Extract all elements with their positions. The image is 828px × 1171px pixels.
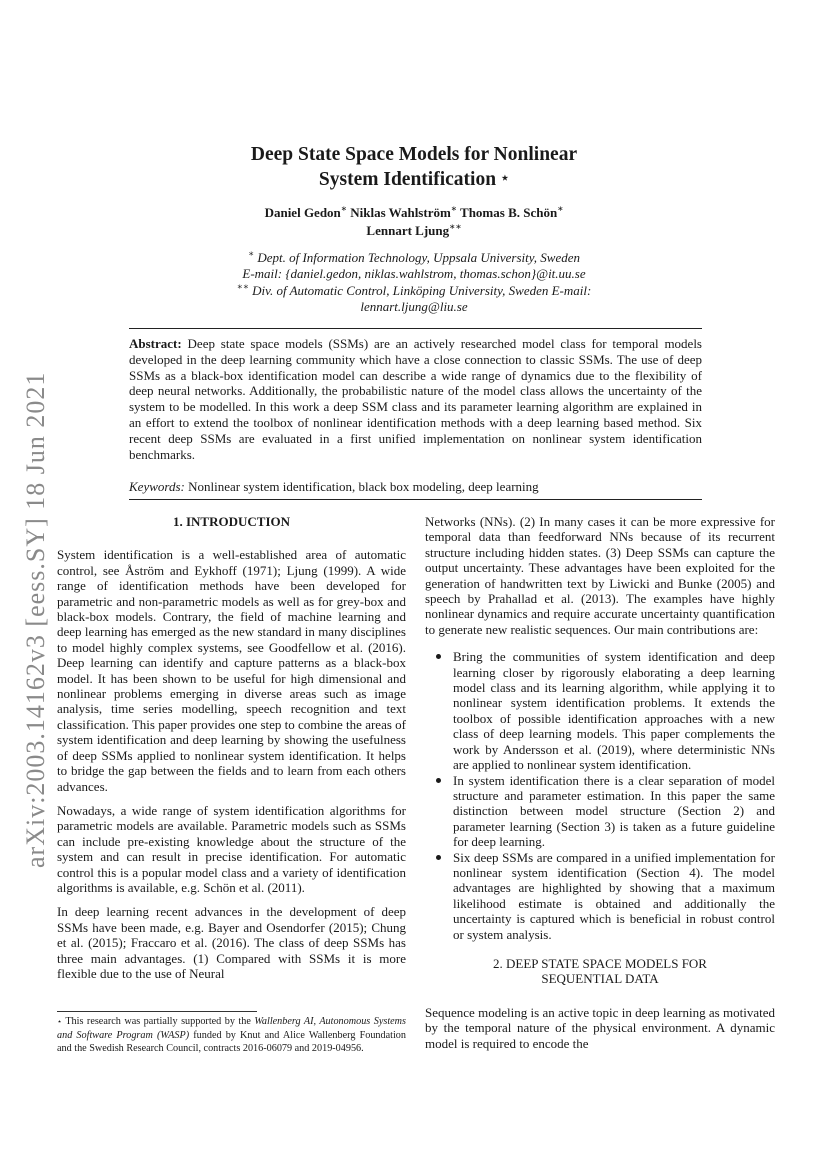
author-affil-mark: ∗ bbox=[450, 203, 458, 214]
author-name: Thomas B. Schön bbox=[460, 205, 558, 220]
footnote-program-name: Wallenberg AI, Autonomous Systems and Software Program (WASP) bbox=[57, 1016, 406, 1041]
title-line-2: System Identification bbox=[318, 169, 497, 190]
abstract-text: Deep state space models (SSMs) are an actively researched model class for temporal models developed in the deep learning community which have a close connection to classic SSMs. The use of deep SSMs as a black-box identification model can describe a wide range of dynamics due to the flexibility of deep neural networks. Additionally, the probabilistic nature of the model class allows the uncertainty of the system to be modelled. In this work a deep SSM class and its parameter learning algorithm are explained in an effort to extend the toolbox of nonlinear identification methods with a deep learning based method. Six recent deep SSMs are evaluated in a first unified implementation on nonlinear system identification benchmarks. bbox=[129, 336, 702, 462]
abstract-label: Abstract: bbox=[129, 336, 182, 351]
section-heading-deep-ssm bbox=[425, 956, 775, 987]
footnote bbox=[57, 1015, 406, 1056]
paragraph: Networks (NNs). (2) In many cases it can be more expressive for temporal data than feedforward NNs because of its recurrent structure including hidden states. (3) Deep SSMs can capture the output uncertainty. These advantages have been exploited for the generation of handwritten text by Liwicki and Bunke (2005) and speech by Prahallad et al. (2013). The examples have highly nonlinear dynamics and require accurate uncertainty quantification to generate new realistic sequences. Our main contributions are: bbox=[425, 514, 775, 637]
section-heading-line: SEQUENTIAL DATA bbox=[541, 971, 659, 987]
affil-mark: ∗∗ bbox=[236, 281, 249, 292]
author-affil-mark: ∗ bbox=[557, 203, 564, 214]
author-affil-mark: ∗ bbox=[340, 203, 348, 214]
affiliation-uppsala-email: E-mail: {daniel.gedon, niklas.wahlstrom, thomas.schon}@it.uu.se bbox=[242, 266, 586, 282]
list-item: In system identification there is a clear separation of model structure and parameter estimation. In this paper the same distinction between model structure (Section 2) and parameter learning (Section 3) is taken as a future guideline for deep learning. bbox=[453, 772, 775, 850]
author-name: Niklas Wahlström bbox=[350, 205, 451, 220]
footnote-text: This research was partially supported by the bbox=[65, 1016, 251, 1027]
abstract-bottom-rule bbox=[129, 499, 702, 500]
author-list bbox=[0, 204, 828, 240]
title-footnote-mark: ⋆ bbox=[500, 170, 510, 185]
paragraph: System identification is a well-established area of automatic control, see Åström and Eykhoff (1971); Ljung (1999). A wide range of identification methods have been developed for parametric and non-parametric models as well as for grey-box and black-box models. Contrary, the field of machine learning and deep learning has emerged as the new standard in many disciplines to model highly complex systems, see Goodfellow et al. (2016). Deep learning can identify and capture patterns as a black-box model. It has been shown to be useful for high dimensional and nonlinear problems emerging in diverse areas such as image analysis, time series modelling, speech recognition and text classification. This paper provides one step to combine the areas of system identification and deep learning by showing the usefulness of deep SSMs applied to nonlinear system identification. It helps to bridge the gap between the fields and to learn from each others advances. bbox=[57, 547, 406, 794]
affil-mark: ∗ bbox=[247, 248, 255, 259]
section-heading-introduction: 1. INTRODUCTION bbox=[172, 514, 290, 529]
paper-title bbox=[0, 142, 828, 192]
affiliation-linkoping: Div. of Automatic Control, Linköping University, Sweden E-mail: bbox=[252, 282, 592, 298]
title-line-1: Deep State Space Models for Nonlinear bbox=[250, 144, 578, 165]
arxiv-identifier: arXiv:2003.14162v3 [eess.SY] 18 Jun 2021 bbox=[21, 371, 50, 869]
author-affil-mark: ∗∗ bbox=[449, 221, 462, 232]
keywords-text: Nonlinear system identification, black box modeling, deep learning bbox=[188, 479, 539, 494]
keywords-label: Keywords: bbox=[129, 479, 185, 494]
paragraph: Sequence modeling is an active topic in deep learning as motivated by the temporal nature of the physical environment. A dynamic model is required to encode the bbox=[425, 1004, 775, 1051]
section-heading-line: 2. DEEP STATE SPACE MODELS FOR bbox=[493, 955, 707, 971]
footnote-rule bbox=[57, 1011, 257, 1012]
affiliation-linkoping-email: lennart.ljung@liu.se bbox=[360, 298, 468, 314]
author-name: Daniel Gedon bbox=[264, 205, 341, 220]
paragraph: In deep learning recent advances in the development of deep SSMs have been made, e.g. Bayer and Osendorfer (2015); Chung et al. (2015); Fraccaro et al. (2016). The class of deep SSMs has three main advantages. (1) Compared with SSMs it is more flexible due to the use of Neural bbox=[57, 904, 406, 981]
paragraph: Nowadays, a wide range of system identification algorithms for parametric models are available. Parametric models such as SSMs can include pre-existing knowledge about the structure of the system and can result in precise identification. For automatic control this is a popular model class and a variety of identification algorithms is available, e.g. Schön et al. (2011). bbox=[57, 802, 406, 895]
list-item: Bring the communities of system identification and deep learning closer by rigorously elaborating a deep learning model class and its learning algorithm, while applying it to nonlinear system identification problems. It extends the toolbox of possible identification approaches with a new class of deep learning models. This paper complements the work by Andersson et al. (2019), where deterministic NNs are applied to nonlinear system identification. bbox=[453, 649, 775, 773]
keywords bbox=[129, 479, 702, 495]
affiliation-uppsala: Dept. of Information Technology, Uppsala University, Sweden bbox=[257, 250, 581, 265]
right-column bbox=[425, 514, 775, 1060]
abstract-top-rule bbox=[129, 328, 702, 329]
left-column bbox=[57, 514, 406, 990]
list-item: Six deep SSMs are compared in a unified implementation for nonlinear system identification (Section 4). The model advantages are highlighted by showing that a maximum likelihood estimate is obtained and additionally the uncertainty is captured which is beneficial in robust control or system analysis. bbox=[453, 849, 775, 942]
contributions-list bbox=[425, 649, 775, 942]
affiliations bbox=[0, 250, 828, 315]
author-name: Lennart Ljung bbox=[366, 223, 450, 238]
footnote-mark: ⋆ bbox=[57, 1017, 63, 1026]
footnote-text: funded by Knut and Alice Wallenberg Foundation and the Swedish Research Council, contracts 2016-06079 and 2019-04956. bbox=[57, 1029, 406, 1054]
abstract bbox=[129, 336, 702, 462]
